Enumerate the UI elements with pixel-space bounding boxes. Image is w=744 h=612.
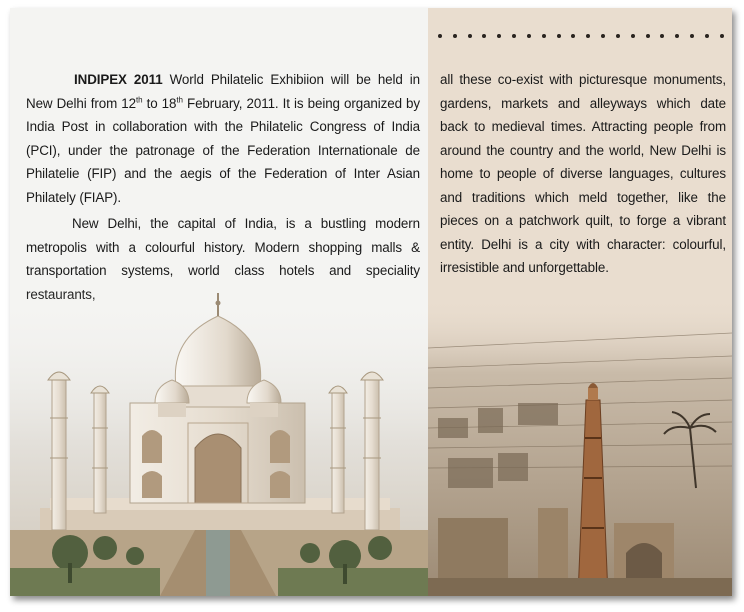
taj-mahal-illustration [10,8,428,596]
brochure-page [10,8,732,596]
ordinal-sup-1: th [135,95,143,105]
ordinal-sup-2: th [176,95,183,105]
event-name: INDIPEX 2011 [74,72,163,87]
right-panel [428,8,732,596]
continued-text [440,68,726,280]
intro-text-c: February, 2011. It is being organized by India Post in collaboration with the Philatelic Congress of India (PCI), under the patronage of the Federation Internationale de Philatelie (FIP) and the aegis of the Federation of Inter Asian Philately (FIAP). [26,95,420,205]
left-panel [10,8,428,596]
intro-paragraph-2: New Delhi, the capital of India, is a bustling modern metropolis with a colourful history. Modern shopping malls & transportation systems, world class hotels and speciality [26,216,420,278]
continued-paragraph: all these co-exist with picturesque monuments, gardens, markets and alleyways which date back to medieval times. Attracting people from around the country and the world, New Delhi is home to people of diverse languages, cultures and traditions which meld together, like the pieces on a patchwork quilt, to forge a vibrant entity. Delhi is a city with character: colourful, irresistible and unforgettable. [440,72,726,275]
intro-text-b: to 18 [142,95,177,111]
intro-text-a: World Philatelic Exhibiion will be held in New Delhi from 12 [26,72,420,111]
